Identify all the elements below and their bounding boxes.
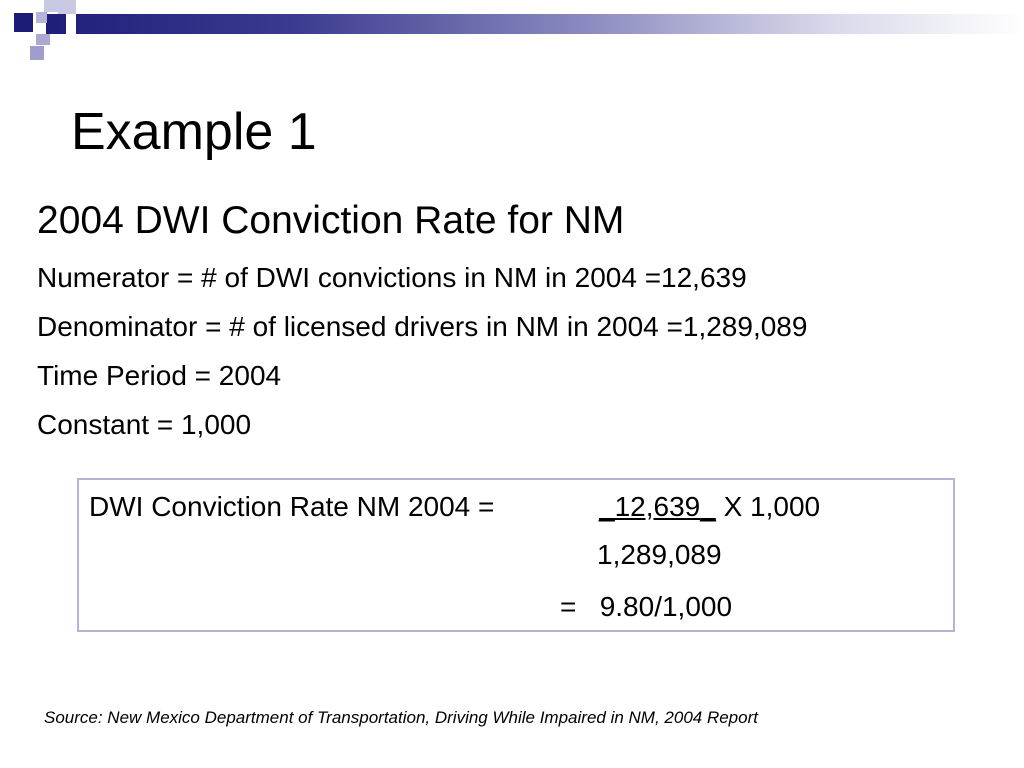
deco-square: [30, 46, 44, 60]
formula-result: 9.80/1,000: [599, 591, 733, 622]
decorative-squares: [0, 0, 80, 70]
time-period-line: Time Period = 2004: [37, 360, 282, 391]
deco-square: [36, 34, 50, 45]
constant-line: Constant = 1,000: [37, 409, 252, 440]
formula-result-row: [560, 590, 732, 624]
numerator-line: Numerator = # of DWI convictions in NM in 2004 =12,639: [37, 262, 747, 293]
formula-numerator-suffix: _: [700, 491, 716, 522]
formula-numerator-row: [599, 490, 820, 524]
deco-square: [44, 0, 58, 12]
header-gradient-bar: [46, 14, 1024, 34]
formula-numerator-prefix: _: [599, 491, 615, 522]
source-citation: Source: New Mexico Department of Transportation, Driving While Impaired in NM, 2004 Report: [44, 708, 758, 727]
formula-multiplier: X 1,000: [723, 491, 821, 522]
formula-label: DWI Conviction Rate NM 2004 =: [89, 491, 495, 522]
deco-square: [66, 14, 76, 34]
formula-denominator: 1,289,089: [597, 539, 722, 570]
formula-box: [77, 478, 955, 632]
deco-square: [36, 12, 47, 23]
denominator-line: Denominator = # of licensed drivers in NM in 2004 =1,289,089: [37, 311, 808, 342]
formula-equals: =: [560, 591, 577, 622]
slide-title: Example 1: [71, 103, 317, 161]
formula-numerator: 12,639: [614, 491, 701, 522]
slide-subtitle: 2004 DWI Conviction Rate for NM: [37, 199, 625, 242]
deco-square-navy: [14, 13, 33, 32]
deco-square: [58, 0, 76, 14]
